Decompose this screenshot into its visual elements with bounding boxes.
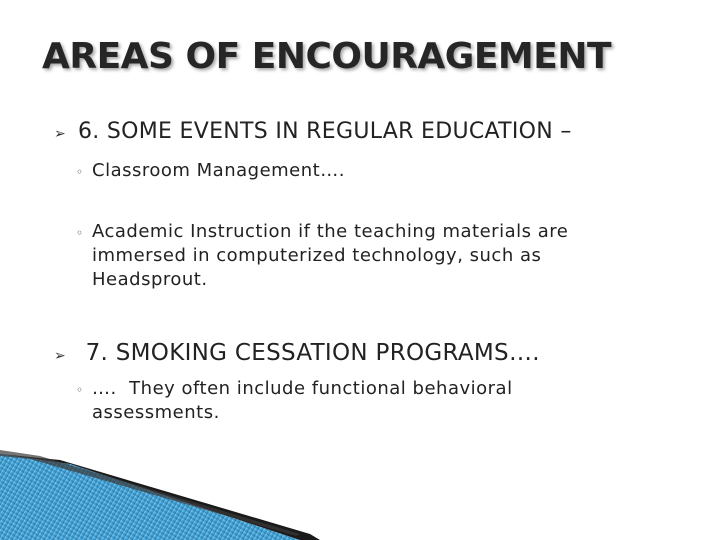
subitem-academic-instruction: Academic Instruction if the teaching materials are immersed in computerized technology, such as Headsprout. [92, 221, 569, 290]
circle-bullet-icon: ◦ [76, 165, 84, 179]
circle-bullet-icon: ◦ [76, 226, 84, 240]
subitem-classroom-management: Classroom Management…. [92, 160, 345, 181]
arrow-bullet-icon: ➢ [54, 126, 66, 142]
blue-swoosh-shape [0, 454, 300, 540]
circle-bullet-icon: ◦ [76, 383, 84, 397]
arrow-bullet-icon: ➢ [54, 348, 66, 364]
subitem-functional-assessments: …. They often include functional behavioral assessments. [92, 378, 519, 423]
decorative-swoosh [0, 450, 330, 540]
slide-title: AREAS OF ENCOURAGEMENT [42, 36, 612, 77]
bullet-item-6: 6. SOME EVENTS IN REGULAR EDUCATION – [78, 119, 572, 144]
bullet-item-7: 7. SMOKING CESSATION PROGRAMS…. [78, 340, 540, 366]
